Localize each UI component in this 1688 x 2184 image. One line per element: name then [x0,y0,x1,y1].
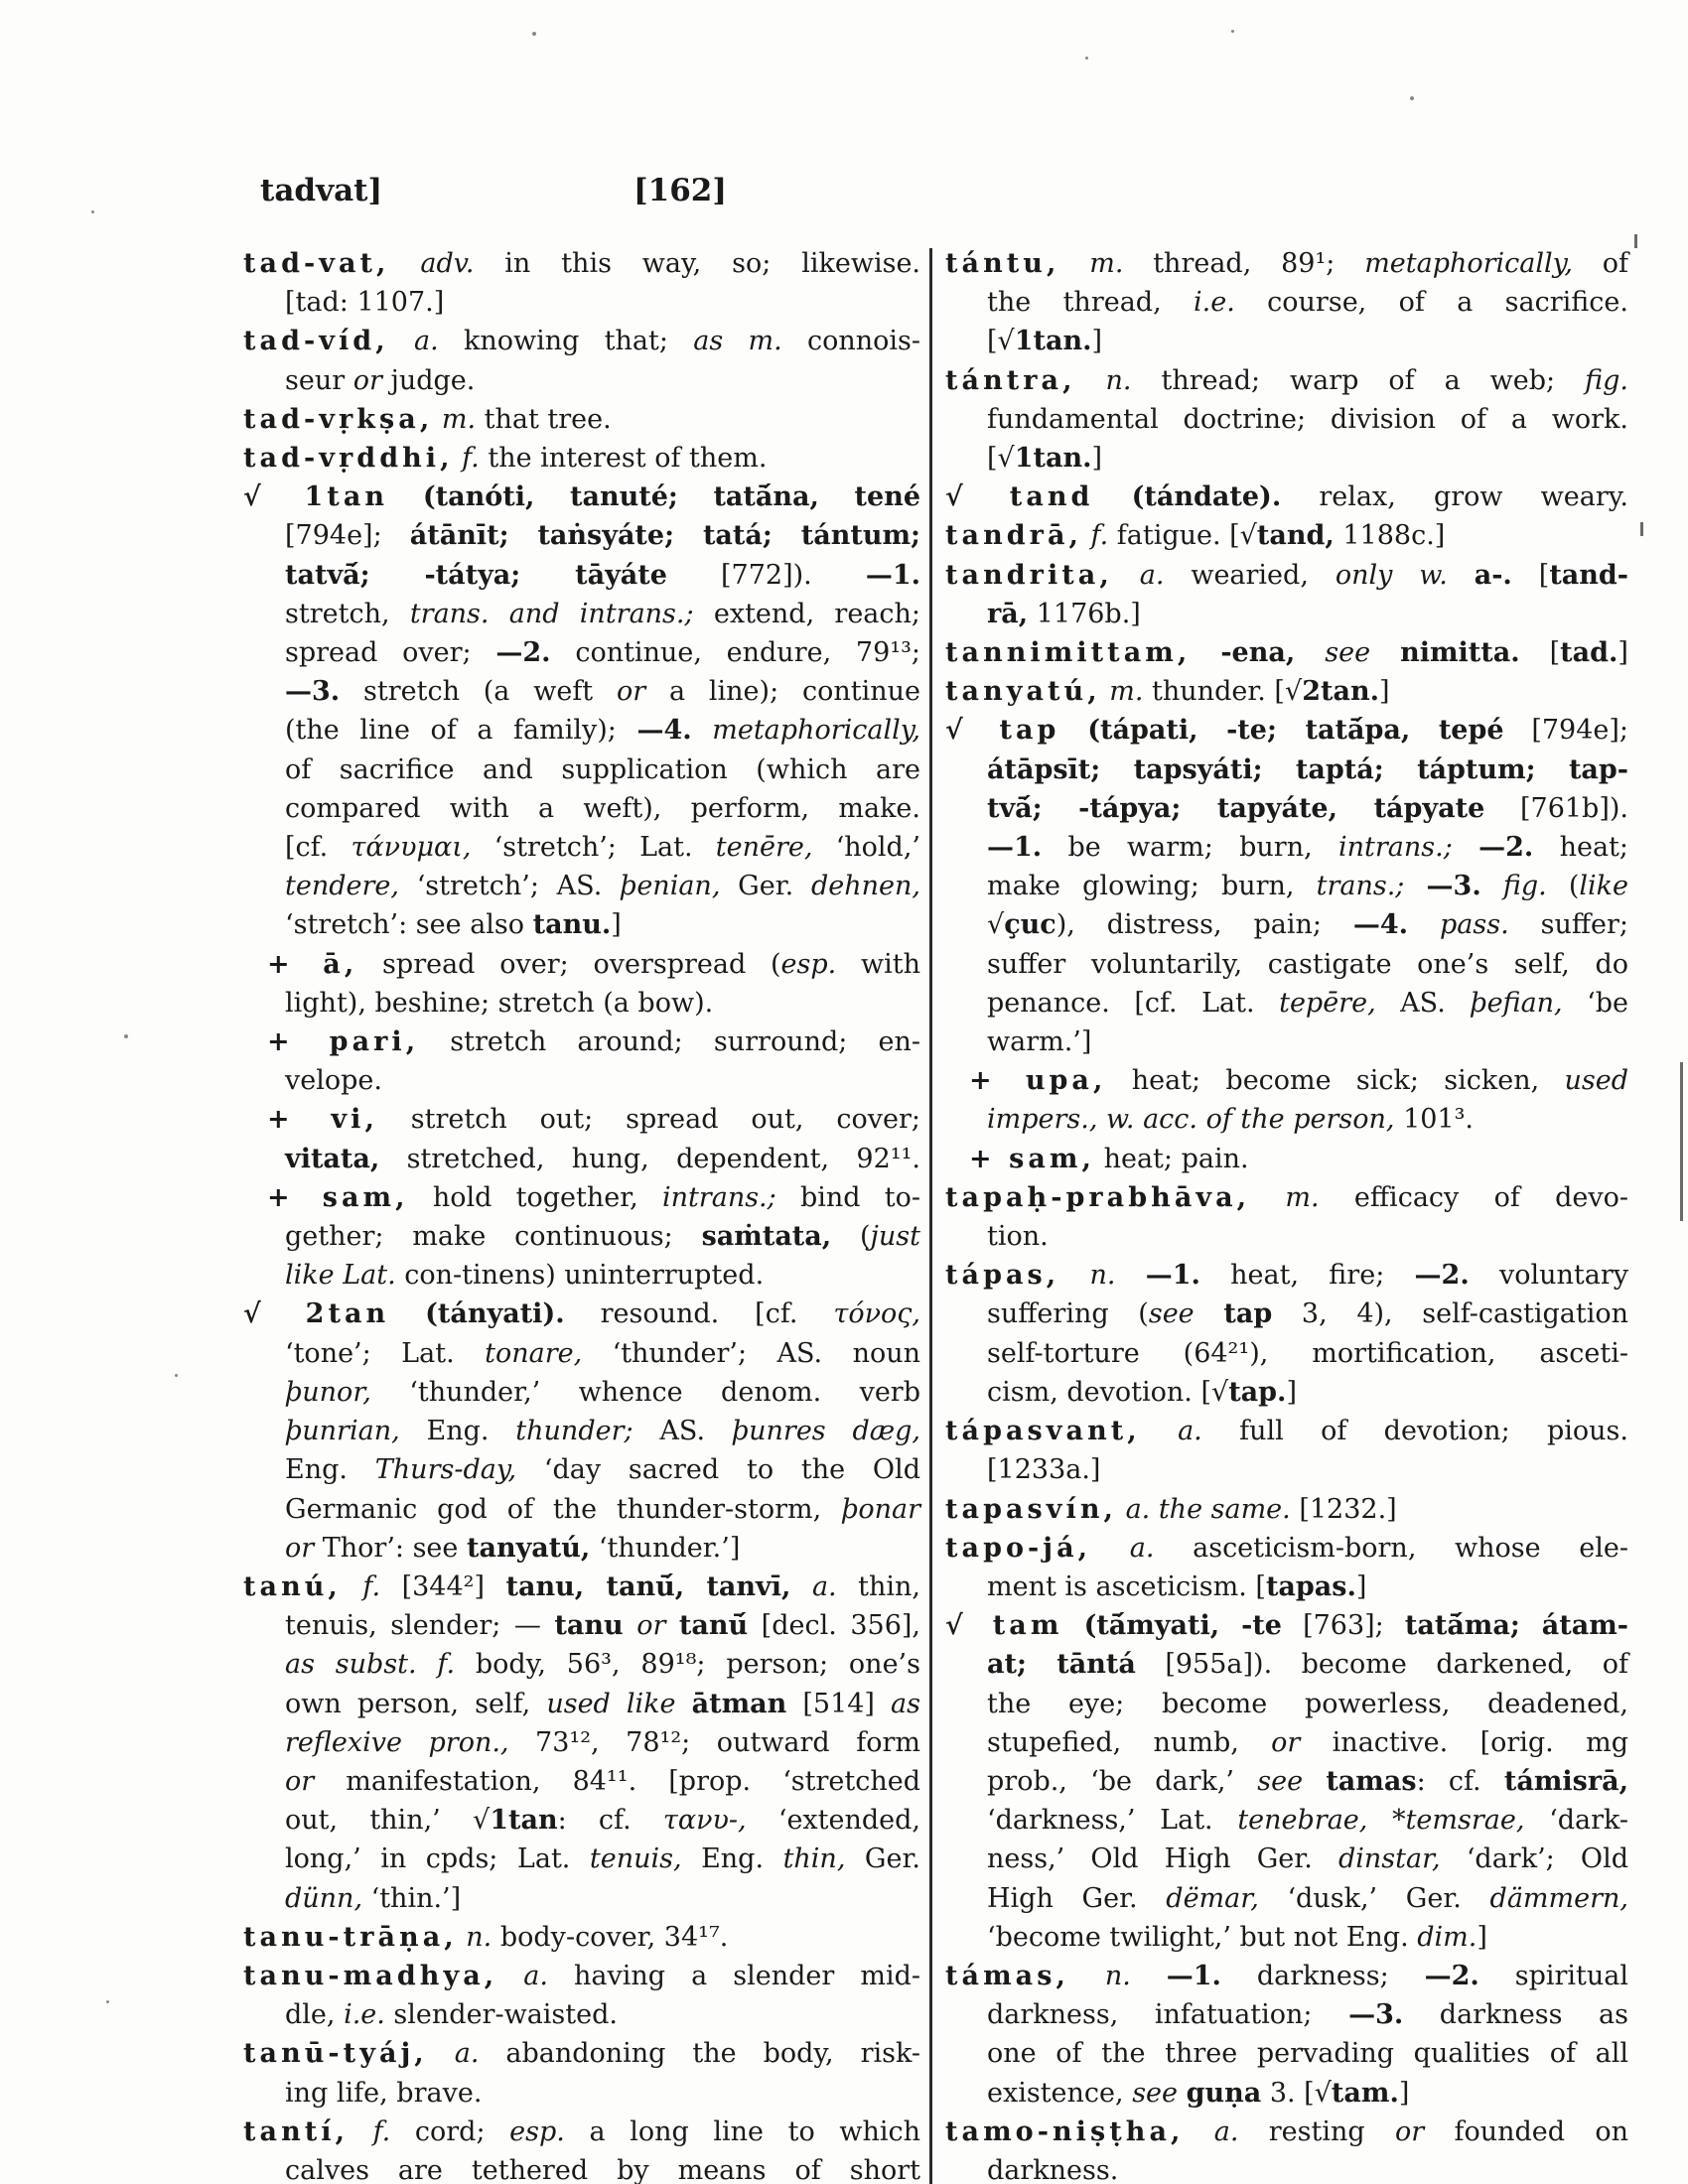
dict-line: cism, devotion. [√tap.] [987,1376,1297,1408]
scan-edge-mark [1640,522,1643,536]
headword: + sam, [267,1181,409,1213]
dict-line: fundamental doctrine; division of a work. [987,403,1628,435]
dict-line: ‘become twilight,’ but not Eng. dim.] [987,1921,1487,1953]
dict-line: —3. stretch (a weft or a line); continue [285,676,920,708]
dict-line: velope. [285,1065,382,1097]
dict-line: compared with a weft), perform, make. [285,792,920,824]
dict-line: of sacrifice and supplication (which are [285,753,920,785]
headword: tad-vṛddhi, [243,443,454,475]
dict-line: + pari, stretch around; surround; en- [267,1026,920,1058]
dict-line: [√1tan.] [987,326,1103,357]
dict-line: átāpsīt; tapsyáti; taptá; táptum; tap- [987,753,1628,785]
headword: tanyatú, [945,676,1101,708]
dict-line: + ā, spread over; overspread (esp. with [267,948,920,980]
headword: tanu-trāṇa, [243,1921,458,1953]
dict-line: self-torture (64²¹), mortification, asceti- [987,1337,1628,1369]
dict-line: out, thin,’ √1tan: cf. τανυ-, ‘extended, [285,1805,921,1837]
dict-line: (the line of a family); —4. metaphorically, [285,715,920,747]
dict-line: gether; make continuous; saṁtata, (just [285,1221,920,1253]
headword: tanū-tyáj, [243,2038,428,2070]
scan-speck [91,210,94,213]
dict-line: ‘stretch’: see also tanu.] [285,909,622,941]
dict-line: —1. be warm; burn, intrans.; —2. heat; [987,832,1628,864]
dict-line: prob., ‘be dark,’ see tamas: cf. támisrā, [987,1765,1628,1797]
dict-line: tapo-já, a. asceticism-born, whose ele- [945,1532,1628,1564]
headword: + vi, [267,1104,378,1136]
dict-line: tapaḥ-prabhāva, m. efficacy of devo- [945,1181,1628,1213]
dict-line: seur or judge. [285,364,476,396]
headword: tapo-já, [945,1532,1092,1564]
dict-line: ing life, brave. [285,2077,483,2109]
dict-line: þunrian, Eng. thunder; AS. þunres dæg, [285,1416,920,1447]
dict-line: tanú, f. [344²] tanu, tanū́, tanvī, a. thin, [243,1570,921,1602]
dict-line: long,’ in cpds; Lat. tenuis, Eng. thin, Ger. [285,1843,920,1875]
dict-line: tendere, ‘stretch’; AS. þenian, Ger. dehnen, [285,871,920,902]
headword: √ tam [945,1610,1063,1642]
dict-line: tvā́; -tápya; tapyáte, tápyate [761b]). [987,792,1628,824]
dict-line: tanyatú, m. thunder. [√2tan.] [945,676,1390,708]
headword: + ā, [267,948,358,980]
dict-line: tamo-niṣṭha, a. resting or founded on [945,2116,1628,2147]
dict-line: [1233a.] [987,1454,1101,1486]
headword: tantí, [243,2116,350,2147]
dict-line: [794e]; átānīt; taṅsyáte; tatá; tántum; [285,520,920,552]
dict-line: tandrā, f. fatigue. [√tand, 1188c.] [945,520,1446,552]
dict-line: √ 1tan (tanóti, tanuté; tatā́na, tené [243,481,920,513]
dict-line: + vi, stretch out; spread out, cover; [267,1104,920,1136]
scan-speck [124,1034,128,1038]
dict-line: tad-vat, adv. in this way, so; likewise. [243,248,920,279]
dict-line: suffering (see tap 3, 4), self-castigation [987,1298,1628,1330]
dict-line: penance. [cf. Lat. tepēre, AS. þefian, ‘be [987,987,1628,1019]
headword: tannimittam, [945,637,1192,669]
headword: tántu, [945,248,1060,279]
dict-line: at; tāntá [955a]). become darkened, of [987,1649,1628,1681]
running-head [0,173,1688,212]
dict-line: spread over; —2. continue, endure, 79¹³; [285,637,921,669]
dict-line: stupefied, numb, or inactive. [orig. mg [987,1726,1628,1758]
dict-line: tantí, f. cord; esp. a long line to which [243,2116,920,2147]
dict-line: √ 2tan (tányati). resound. [cf. τόνος, [243,1298,920,1330]
dict-line: + sam, hold together, intrans.; bind to- [267,1181,920,1213]
dict-line: tatvā́; -tátya; tāyáte [772]). —1. [285,559,920,591]
headword: tápasvant, [945,1416,1141,1447]
right-column [945,244,1628,2184]
dict-line: tántra, n. thread; warp of a web; fig. [945,364,1628,396]
dict-line: calves are tethered by means of short [285,2154,920,2184]
scan-edge-mark [1680,1062,1683,1221]
dict-line: own person, self, used like ātman [514] as [285,1688,920,1719]
dict-line: √çuc), distress, pain; —4. pass. suffer; [987,909,1629,941]
headword: tad-vṛkṣa, [243,403,434,435]
dict-line: √ tand (tándate). relax, grow weary. [945,481,1629,513]
dict-line: one of the three pervading qualities of all [987,2038,1628,2070]
dict-line: vitata, stretched, hung, dependent, 92¹¹. [285,1143,920,1174]
headword: √ 1tan [243,481,389,513]
headword: √ tand [945,481,1094,513]
dict-line: tandrita, a. wearied, only w. a-. [tand- [945,559,1628,591]
headword: tad-víd, [243,326,389,357]
dict-line: [cf. τάνυμαι, ‘stretch’; Lat. tenēre, ‘hold,’ [285,832,920,864]
column-divider [929,248,932,2184]
headword: tántra, [945,364,1076,396]
dict-line: tad-vṛddhi, f. the interest of them. [243,443,768,475]
dict-line: warm.’] [987,1026,1092,1058]
dict-line: támas, n. —1. darkness; —2. spiritual [945,1960,1628,1991]
dict-line: dle, i.e. slender-waisted. [285,1999,618,2031]
dict-line: or manifestation, 84¹¹. [prop. ‘stretched [285,1765,920,1797]
scan-speck [1231,30,1234,33]
dict-line: tápas, n. —1. heat, fire; —2. voluntary [945,1260,1628,1292]
left-column [243,244,920,2184]
catchword: tadvat] [260,173,383,208]
scan-speck [106,2000,109,2003]
scan-speck [1085,57,1088,60]
dict-line: ment is asceticism. [tapas.] [987,1570,1367,1602]
dict-line: tenuis, slender; — tanu or tanū́ [decl. 356], [285,1610,920,1642]
dict-line: darkness, infatuation; —3. darkness as [987,1999,1628,2031]
scan-speck [1410,96,1414,100]
scan-edge-mark [1634,234,1637,248]
scan-speck [532,32,536,36]
headword: tapasvín, [945,1493,1117,1525]
dict-line: tannimittam, -ena, see nimitta. [tad.] [945,637,1628,669]
dict-line: tapasvín, a. the same. [1232.] [945,1493,1397,1525]
headword: tapaḥ-prabhāva, [945,1181,1251,1213]
dict-line: stretch, trans. and intrans.; extend, reach; [285,598,921,629]
headword: tandrita, [945,559,1113,591]
dict-line: þunor, ‘thunder,’ whence denom. verb [285,1376,920,1408]
dict-line: tápasvant, a. full of devotion; pious. [945,1416,1628,1447]
dict-line: ‘tone’; Lat. tonare, ‘thunder’; AS. noun [285,1337,921,1369]
dict-line: light), beshine; stretch (a bow). [285,987,714,1019]
headword: tápas, [945,1260,1060,1292]
dict-line: √ tam (tā́myati, -te [763]; tatā́ma; átam- [945,1610,1628,1642]
headword: + sam, [969,1143,1095,1174]
dict-line: darkness. [987,2154,1119,2184]
dict-line: or Thor’: see tanyatú, ‘thunder.’] [285,1532,741,1564]
dict-line: + sam, heat; pain. [969,1143,1249,1174]
dict-line: rā, 1176b.] [987,598,1141,629]
headword: tanú, [243,1570,342,1602]
dict-line: ‘darkness,’ Lat. tenebrae, *temsrae, ‘dark- [987,1805,1628,1837]
dict-line: Germanic god of the thunder-storm, þonar [285,1493,920,1525]
scan-speck [175,1374,178,1377]
dict-line: + upa, heat; become sick; sicken, used [969,1065,1628,1097]
dict-line: tanu-trāṇa, n. body-cover, 34¹⁷. [243,1921,729,1953]
dict-line: tanū-tyáj, a. abandoning the body, risk- [243,2038,920,2070]
dict-line: reflexive pron., 73¹², 78¹²; outward form [285,1726,920,1758]
dict-line: tion. [987,1221,1049,1253]
headword: + upa, [969,1065,1107,1097]
dict-line: tántu, m. thread, 89¹; metaphorically, of [945,248,1628,279]
headword: tandrā, [945,520,1082,552]
headword: tamo-niṣṭha, [945,2116,1185,2147]
dict-line: [√1tan.] [987,443,1103,475]
headword: + pari, [267,1026,420,1058]
headword: tanu-madhya, [243,1960,498,1991]
dict-line: as subst. f. body, 56³, 89¹⁸; person; one’s [285,1649,920,1681]
dict-line: the eye; become powerless, deadened, [987,1688,1628,1719]
dict-line: make glowing; burn, trans.; —3. fig. (like [987,871,1628,902]
dict-line: √ tap (tápati, -te; tatā́pa, tepé [794e]; [945,715,1628,747]
headword: √ 2tan [243,1298,390,1330]
headword: támas, [945,1960,1069,1991]
dict-line: High Ger. dëmar, ‘dusk,’ Ger. dämmern, [987,1882,1628,1914]
dict-line: existence, see guṇa 3. [√tam.] [987,2077,1410,2109]
dict-line: impers., w. acc. of the person, 101³. [987,1104,1475,1136]
dict-line: dünn, ‘thin.’] [285,1882,462,1914]
dict-line: Eng. Thurs-day, ‘day sacred to the Old [285,1454,920,1486]
dict-line: ness,’ Old High Ger. dinstar, ‘dark’; Old [987,1843,1628,1875]
dict-line: tanu-madhya, a. having a slender mid- [243,1960,920,1991]
page-number: [162] [633,173,728,208]
dict-line: suffer voluntarily, castigate one’s self, do [987,948,1628,980]
headword: tad-vat, [243,248,390,279]
dict-line: like Lat. con-tinens) uninterrupted. [285,1260,765,1292]
dict-line: tad-víd, a. knowing that; as m. connois- [243,326,920,357]
dict-line: [tad: 1107.] [285,287,445,319]
dict-line: tad-vṛkṣa, m. that tree. [243,403,612,435]
dict-line: the thread, i.e. course, of a sacrifice. [987,287,1628,319]
headword: √ tap [945,715,1060,747]
